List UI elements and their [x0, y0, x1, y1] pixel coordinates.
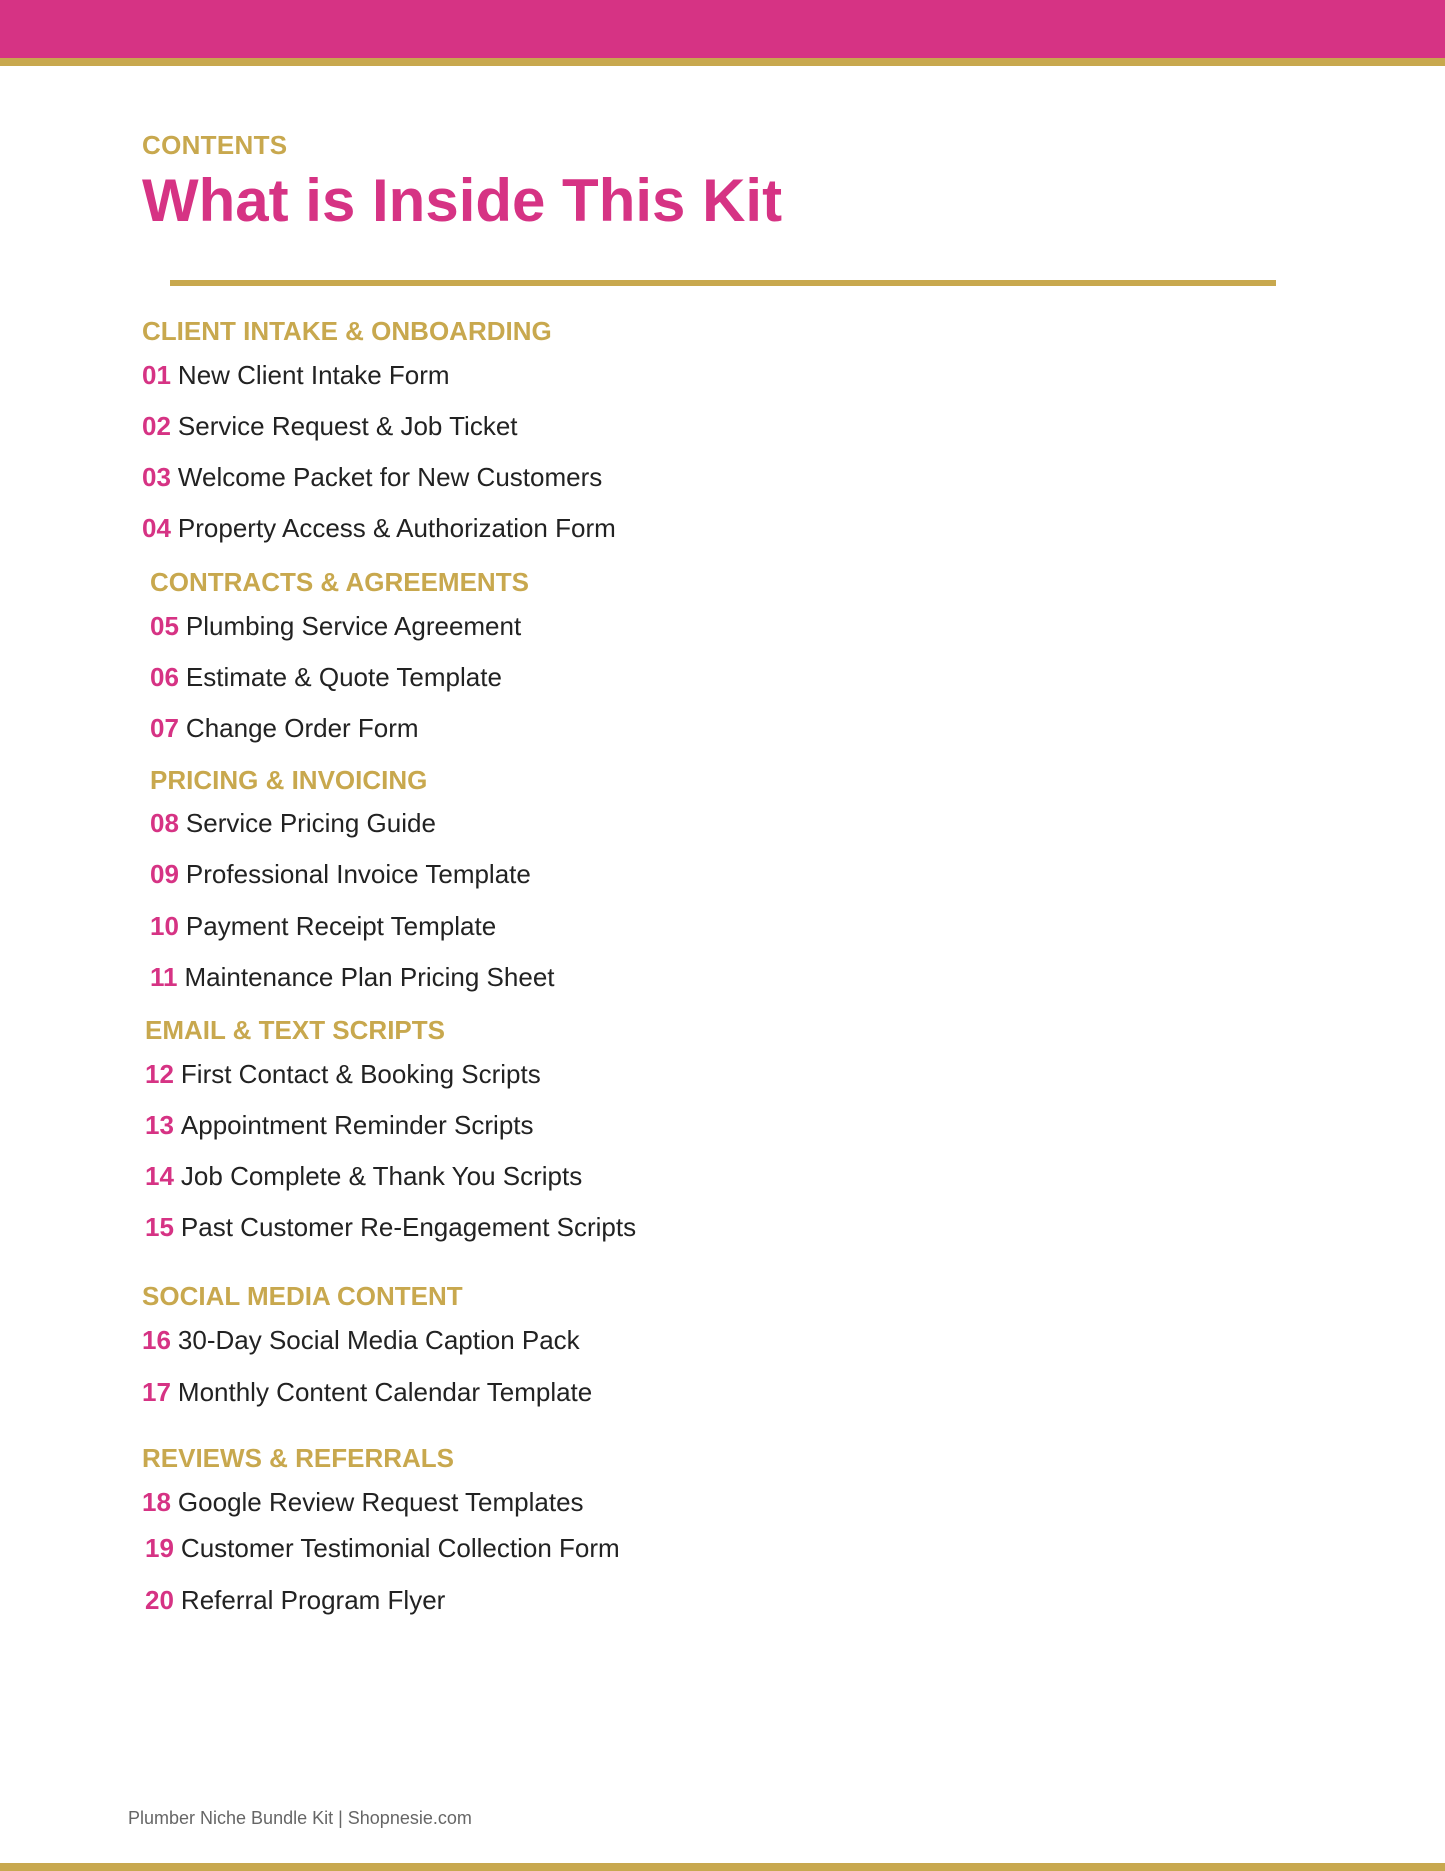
list-item [150, 611, 521, 642]
section-heading-email-scripts: EMAIL & TEXT SCRIPTS [145, 1015, 445, 1045]
footer-text: Plumber Niche Bundle Kit | Shopnesie.com [128, 1808, 472, 1828]
item-label: Estimate & Quote Template [185, 662, 502, 692]
list-item [150, 911, 496, 942]
item-label: Property Access & Authorization Form [177, 513, 616, 543]
section-heading-pricing: PRICING & INVOICING [150, 765, 428, 795]
item-label: Welcome Packet for New Customers [177, 462, 603, 492]
item-number: 17 [142, 1377, 171, 1407]
item-label: Payment Receipt Template [185, 911, 497, 941]
item-label: New Client Intake Form [177, 360, 450, 390]
item-label: Change Order Form [185, 713, 419, 743]
item-number: 05 [150, 611, 179, 641]
list-item [142, 1325, 580, 1356]
item-label: Customer Testimonial Collection Form [180, 1533, 620, 1563]
item-number: 18 [142, 1487, 171, 1517]
item-label: First Contact & Booking Scripts [180, 1059, 541, 1089]
item-number: 07 [150, 713, 179, 743]
list-item [142, 1377, 592, 1408]
item-number: 11 [150, 962, 178, 992]
item-label: Google Review Request Templates [177, 1487, 584, 1517]
section-heading-contracts: CONTRACTS & AGREEMENTS [150, 567, 529, 597]
item-number: 03 [142, 462, 171, 492]
item-number: 14 [145, 1161, 174, 1191]
footer-accent-stripe [0, 1863, 1445, 1871]
item-number: 08 [150, 808, 179, 838]
list-item [145, 1059, 541, 1090]
list-item [142, 462, 602, 493]
header-accent-stripe [0, 58, 1445, 66]
section-heading-reviews: REVIEWS & REFERRALS [142, 1443, 455, 1473]
list-item [142, 1487, 584, 1518]
item-label: Appointment Reminder Scripts [180, 1110, 534, 1140]
list-item [150, 713, 419, 744]
item-label: Service Pricing Guide [185, 808, 436, 838]
item-number: 10 [150, 911, 179, 941]
list-item [150, 859, 531, 890]
item-number: 12 [145, 1059, 174, 1089]
item-label: 30-Day Social Media Caption Pack [177, 1325, 580, 1355]
item-number: 15 [145, 1212, 174, 1242]
item-number: 13 [145, 1110, 174, 1140]
item-label: Monthly Content Calendar Template [177, 1377, 593, 1407]
title-divider [170, 280, 1276, 286]
item-label: Plumbing Service Agreement [185, 611, 522, 641]
item-number: 04 [142, 513, 171, 543]
list-item [142, 513, 616, 544]
item-label: Job Complete & Thank You Scripts [180, 1161, 583, 1191]
item-number: 09 [150, 859, 179, 889]
section-heading-client-intake: CLIENT INTAKE & ONBOARDING [142, 316, 552, 346]
list-item [150, 808, 436, 839]
item-label: Service Request & Job Ticket [177, 411, 518, 441]
list-item [145, 1161, 582, 1192]
item-label: Professional Invoice Template [185, 859, 531, 889]
contents-eyebrow: CONTENTS [142, 130, 288, 160]
item-number: 19 [145, 1533, 174, 1563]
item-label: Maintenance Plan Pricing Sheet [184, 962, 555, 992]
header-bar [0, 0, 1445, 58]
item-number: 20 [145, 1585, 174, 1615]
item-number: 16 [142, 1325, 171, 1355]
item-label: Referral Program Flyer [180, 1585, 446, 1615]
item-number: 02 [142, 411, 171, 441]
list-item [145, 1533, 620, 1564]
list-item [150, 662, 502, 693]
list-item [145, 1585, 445, 1616]
section-heading-social-media: SOCIAL MEDIA CONTENT [142, 1281, 463, 1311]
list-item [150, 962, 555, 993]
list-item [145, 1212, 636, 1243]
list-item [142, 411, 518, 442]
item-label: Past Customer Re-Engagement Scripts [180, 1212, 637, 1242]
list-item [145, 1110, 534, 1141]
item-number: 06 [150, 662, 179, 692]
list-item [142, 360, 450, 391]
page-title: What is Inside This Kit [142, 167, 783, 234]
item-number: 01 [142, 360, 171, 390]
